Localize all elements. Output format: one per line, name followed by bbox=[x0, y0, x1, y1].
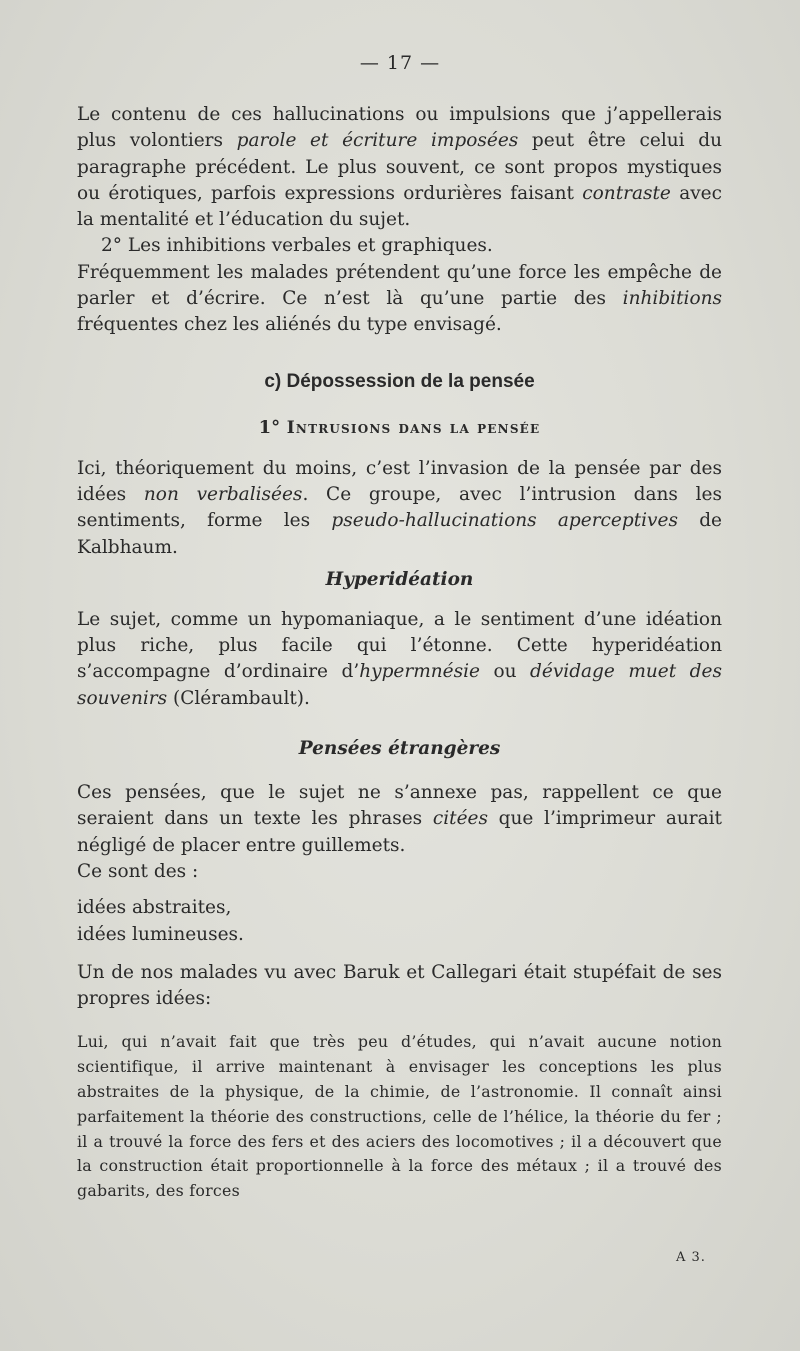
italic-run: contraste bbox=[582, 182, 671, 204]
text-run: (Clérambault). bbox=[167, 687, 310, 709]
heading-hyperideation: Hyperidéation bbox=[325, 568, 474, 590]
list-item: idées lumineuses. bbox=[77, 923, 244, 945]
paragraph-8: Un de nos malades vu avec Baruk et Callegari était stupéfait de ses propres idées: bbox=[77, 961, 722, 1010]
italic-run: hypermnésie bbox=[359, 661, 480, 683]
section-heading: c) Dépossession de la pensée bbox=[264, 370, 535, 392]
text-run: de Kalbhaum. bbox=[77, 510, 723, 558]
text-run: . Ce groupe, avec l’intrusion dans les sentiments, forme les bbox=[77, 483, 722, 532]
heading-pensees-etrangeres: Pensées étrangères bbox=[298, 738, 501, 760]
text-run: peut être celui du paragraphe précédent. Le plus souvent, ce sont propos mystiques ou érotiques, parfois expressions ordurières faisant bbox=[77, 130, 723, 204]
text-run: avec la mentalité et l’éducation du sujet. bbox=[77, 182, 722, 231]
subsection-heading bbox=[77, 415, 722, 441]
list-item: idées abstraites, bbox=[77, 897, 232, 919]
italic-run: non verbalisées bbox=[143, 483, 303, 505]
paragraph-3 bbox=[77, 260, 722, 339]
text-run: Ces pensées, que le sujet ne s’annexe pas, rappellent ce que seraient dans un texte les phrases bbox=[77, 782, 722, 830]
paragraph-5 bbox=[77, 607, 722, 712]
text-run: Le sujet, comme un hypomaniaque, a le sentiment d’une idéation plus riche, plus facile qui l’étonne. Cette hyperidéation s’accompagne d’ordinaire d’ bbox=[77, 608, 722, 683]
paragraph-6 bbox=[77, 780, 722, 859]
page-number: — 17 — bbox=[359, 52, 441, 74]
italic-run: citées bbox=[432, 808, 488, 830]
body-text bbox=[77, 102, 722, 1204]
signature-mark: A 3. bbox=[676, 1250, 706, 1265]
italic-run: parole et écriture imposées bbox=[236, 130, 519, 152]
subsection-title: Intrusions dans la pensée bbox=[286, 417, 541, 438]
italic-run: inhibitions bbox=[622, 288, 722, 310]
text-run: Fréquemment les malades prétendent qu’une force les empêche de parler et d’écrire. Ce n’est là qu’une partie des bbox=[77, 261, 722, 310]
paragraph-4 bbox=[77, 456, 722, 561]
text-run: que l’imprimeur aurait négligé de placer entre guillemets. bbox=[77, 808, 722, 856]
paragraph-7: Ce sont des : bbox=[77, 860, 199, 882]
paragraph-1 bbox=[77, 102, 722, 233]
quoted-paragraph: Lui, qui n’avait fait que très peu d’études, qui n’avait aucune notion scientifique, il arrive maintenant à envisager les conceptions les plus abstraites de la physique, de la chimie, de l’astronomie. Il connaît ainsi parfaitement la théorie des constructions, celle de l’hélice, la théorie du fer ; il a trouvé la force des fers et des aciers des locomotives ; il a découvert que la construction était proportionnelle à la force des métaux ; il a trouvé des gabarits, des forces bbox=[77, 1032, 722, 1201]
text-run: ou bbox=[479, 661, 531, 683]
text-run: Ici, théoriquement du moins, c’est l’invasion de la pensée par des idées bbox=[77, 457, 722, 505]
subsection-number: 1° bbox=[258, 416, 281, 438]
text-run: Le contenu de ces hallucinations ou impulsions que j’appellerais plus volontiers bbox=[77, 104, 722, 152]
paragraph-2: 2° Les inhibitions verbales et graphiques. bbox=[101, 235, 493, 257]
text-run: fréquentes chez les aliénés du type envisagé. bbox=[77, 314, 502, 336]
italic-run: dévidage muet des souvenirs bbox=[77, 661, 722, 709]
italic-run: pseudo-hallucinations aperceptives bbox=[331, 510, 678, 532]
